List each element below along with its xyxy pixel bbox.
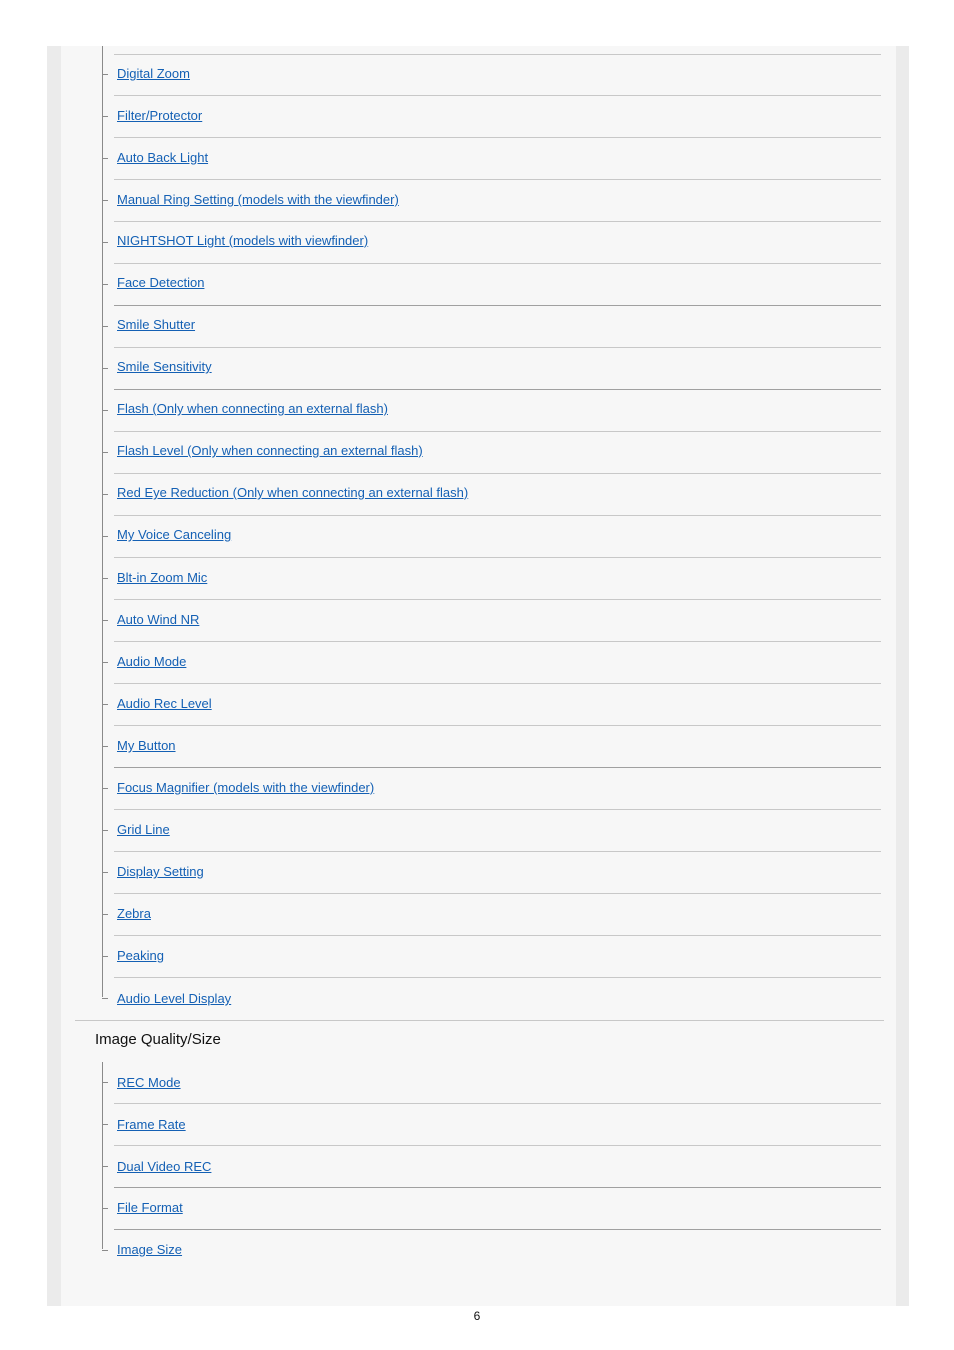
link-audio-mode[interactable]: Audio Mode	[117, 654, 187, 669]
link-auto-wind-nr[interactable]: Auto Wind NR	[117, 612, 200, 627]
link-focus-magnifier[interactable]: Focus Magnifier (models with the viewfinder)	[117, 780, 375, 795]
list-item	[102, 348, 881, 390]
list-item	[102, 600, 881, 642]
tree-branch	[102, 368, 108, 369]
list-item	[102, 726, 881, 768]
link-frame-rate[interactable]: Frame Rate	[117, 1117, 186, 1132]
tree-branch	[102, 746, 108, 747]
link-zebra[interactable]: Zebra	[117, 906, 151, 921]
tree-branch	[102, 494, 108, 495]
list-item	[102, 1062, 881, 1104]
tree-branch	[102, 158, 108, 159]
tree-branch	[102, 914, 108, 915]
list-item	[102, 474, 881, 516]
link-my-voice-canceling[interactable]: My Voice Canceling	[117, 527, 232, 542]
link-audio-level-display[interactable]: Audio Level Display	[117, 991, 232, 1006]
link-image-size[interactable]: Image Size	[117, 1242, 183, 1257]
list-item	[102, 768, 881, 810]
tree-branch	[102, 452, 108, 453]
tree-branch	[102, 284, 108, 285]
tree-branch	[102, 830, 108, 831]
list-item	[102, 1146, 881, 1188]
tree-branch	[102, 872, 108, 873]
tree-branch	[102, 620, 108, 621]
tree-branch	[102, 578, 108, 579]
section-divider	[75, 1020, 884, 1021]
tree-branch	[102, 1166, 108, 1167]
list-item	[102, 96, 881, 138]
link-blt-in-zoom-mic[interactable]: Blt-in Zoom Mic	[117, 570, 208, 585]
tree-branch	[102, 1082, 108, 1083]
link-smile-shutter[interactable]: Smile Shutter	[117, 317, 196, 332]
tree-branch	[102, 704, 108, 705]
link-smile-sensitivity[interactable]: Smile Sensitivity	[117, 359, 212, 374]
tree-branch	[102, 998, 108, 999]
tree-branch	[102, 74, 108, 75]
list-item	[102, 852, 881, 894]
list-item	[102, 810, 881, 852]
list-item	[102, 264, 881, 306]
list-item	[102, 894, 881, 936]
tree-branch	[102, 536, 108, 537]
link-red-eye-reduction[interactable]: Red Eye Reduction (Only when connecting an external flash)	[117, 485, 469, 500]
link-flash[interactable]: Flash (Only when connecting an external flash)	[117, 401, 388, 416]
tree-branch	[102, 116, 108, 117]
tree-branch	[102, 200, 108, 201]
link-audio-rec-level[interactable]: Audio Rec Level	[117, 696, 212, 711]
list-item	[102, 978, 881, 1020]
list-item	[102, 306, 881, 348]
link-nightshot-light[interactable]: NIGHTSHOT Light (models with viewfinder)	[117, 233, 369, 248]
tree-branch	[102, 1208, 108, 1209]
link-display-setting[interactable]: Display Setting	[117, 864, 204, 879]
list-item	[102, 390, 881, 432]
list-item	[102, 642, 881, 684]
settings-link-tree	[102, 54, 881, 1006]
link-rec-mode[interactable]: REC Mode	[117, 1075, 181, 1090]
link-my-button[interactable]: My Button	[117, 738, 176, 753]
list-item	[102, 1104, 881, 1146]
list-item	[102, 516, 881, 558]
list-item	[102, 684, 881, 726]
list-item	[102, 432, 881, 474]
list-item	[102, 1230, 881, 1272]
list-item	[102, 558, 881, 600]
link-manual-ring-setting[interactable]: Manual Ring Setting (models with the viewfinder)	[117, 192, 399, 207]
tree-branch	[102, 410, 108, 411]
link-dual-video-rec[interactable]: Dual Video REC	[117, 1159, 212, 1174]
list-item	[102, 936, 881, 978]
image-quality-link-tree	[102, 1062, 881, 1268]
list-item	[102, 180, 881, 222]
list-item	[102, 138, 881, 180]
link-face-detection[interactable]: Face Detection	[117, 275, 205, 290]
list-item	[102, 222, 881, 264]
section-heading-image-quality-size: Image Quality/Size	[95, 1031, 221, 1048]
list-item	[102, 54, 881, 96]
tree-branch	[102, 1124, 108, 1125]
tree-branch	[102, 242, 108, 243]
tree-branch	[102, 662, 108, 663]
tree-branch	[102, 1250, 108, 1251]
tree-branch	[102, 956, 108, 957]
link-digital-zoom[interactable]: Digital Zoom	[117, 66, 190, 81]
page-number: 6	[473, 1309, 481, 1323]
link-filter-protector[interactable]: Filter/Protector	[117, 108, 203, 123]
link-peaking[interactable]: Peaking	[117, 948, 164, 963]
tree-branch	[102, 326, 108, 327]
link-flash-level[interactable]: Flash Level (Only when connecting an external flash)	[117, 443, 423, 458]
tree-branch	[102, 788, 108, 789]
list-item	[102, 1188, 881, 1230]
link-auto-back-light[interactable]: Auto Back Light	[117, 150, 209, 165]
link-grid-line[interactable]: Grid Line	[117, 822, 170, 837]
link-file-format[interactable]: File Format	[117, 1200, 183, 1215]
